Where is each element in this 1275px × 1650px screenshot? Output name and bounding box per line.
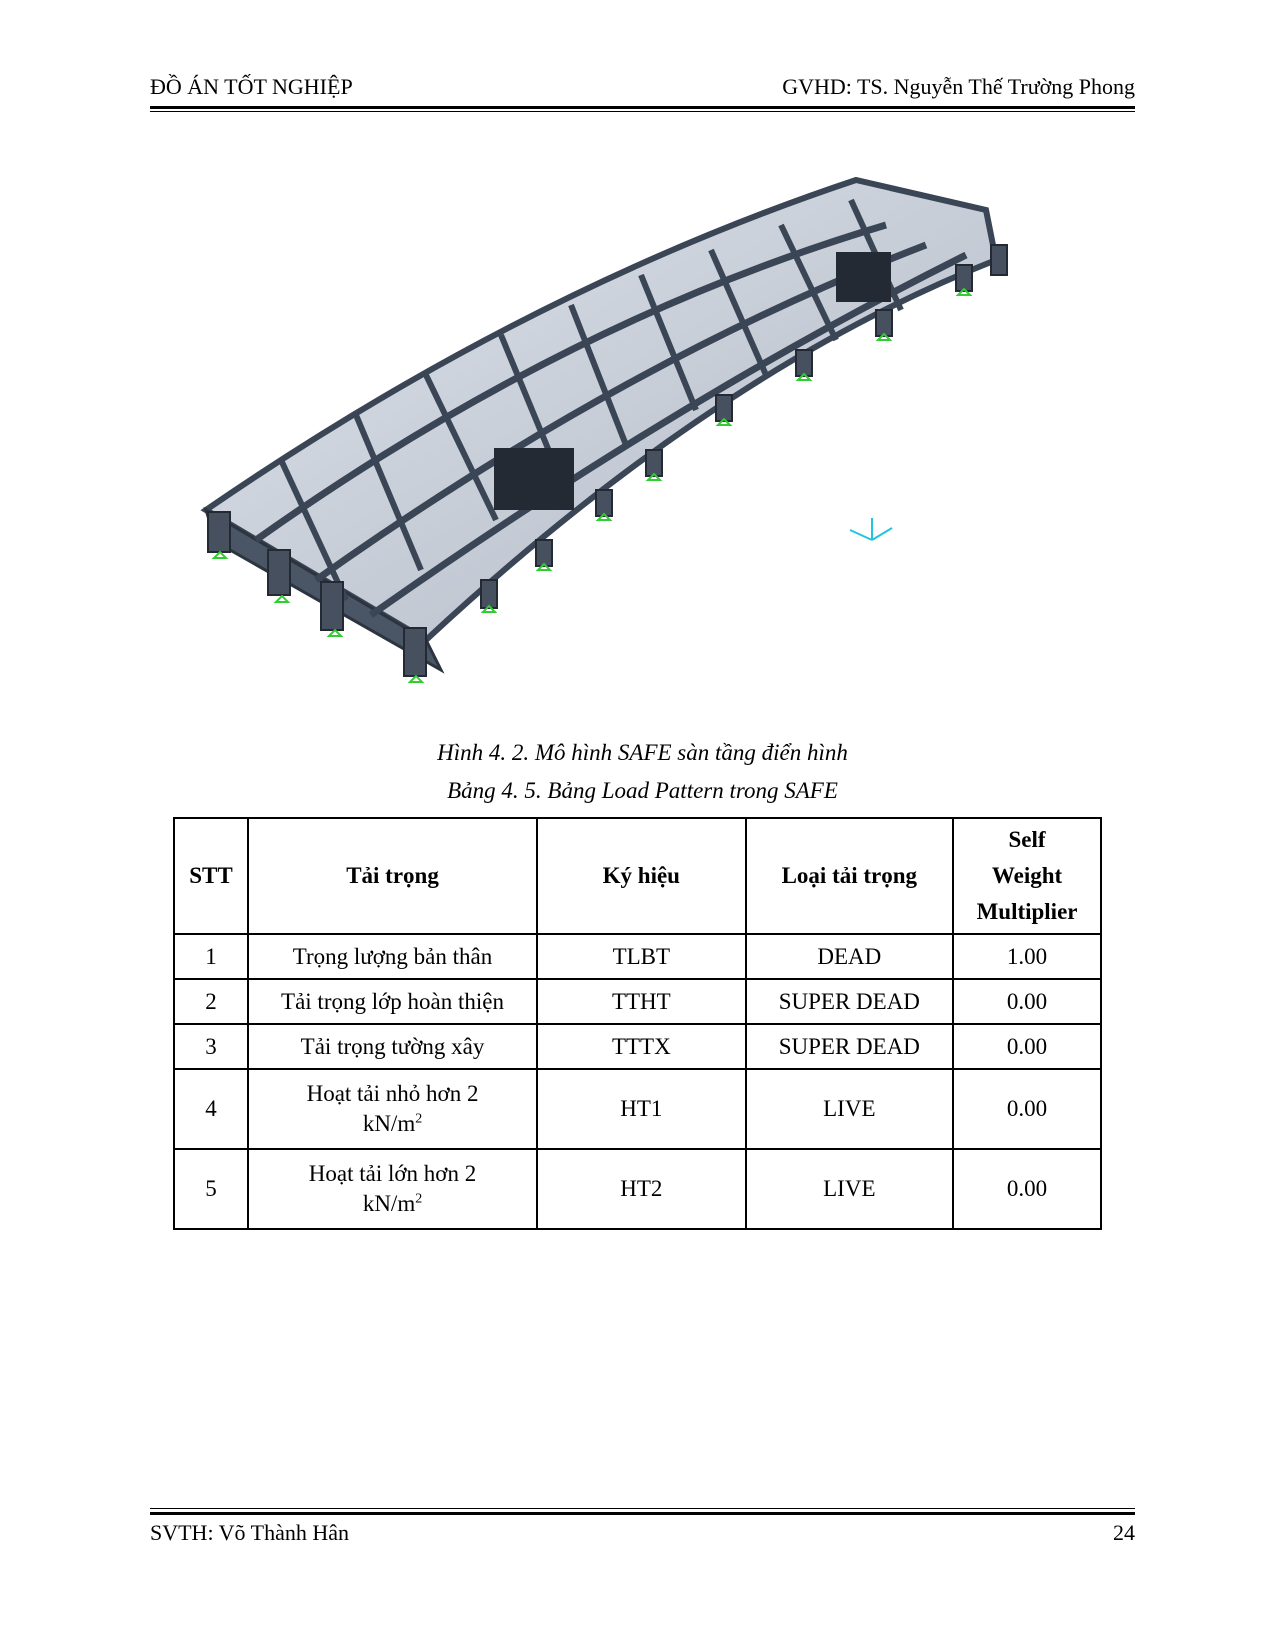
header-multiplier-line3: Multiplier: [976, 899, 1078, 924]
table-row: [174, 1024, 1101, 1069]
figure-caption: Hình 4. 2. Mô hình SAFE sàn tầng điển hình: [437, 740, 848, 765]
table-row: [174, 934, 1101, 979]
cell-load-line2: [257, 1109, 528, 1139]
cell-multiplier: 0.00: [953, 979, 1101, 1024]
cell-load-unit-exponent: 2: [415, 1111, 423, 1127]
cell-load: [248, 1149, 537, 1229]
cell-symbol: HT1: [537, 1069, 745, 1149]
header-multiplier-line2: Weight: [991, 863, 1063, 888]
cell-load-unit: kN/m: [362, 1191, 416, 1216]
cell-symbol: TLBT: [537, 934, 745, 979]
cell-multiplier: 1.00: [953, 934, 1101, 979]
cell-multiplier: 0.00: [953, 1069, 1101, 1149]
cell-symbol: TTHT: [537, 979, 745, 1024]
load-pattern-table: [173, 817, 1102, 1230]
header-rule-thin: [150, 111, 1135, 112]
header-rule-thick: [150, 106, 1135, 109]
table-row: [174, 979, 1101, 1024]
footer-student: SVTH: Võ Thành Hân: [150, 1520, 350, 1545]
header-stt: STT: [174, 818, 248, 934]
cell-stt: 2: [174, 979, 248, 1024]
footer-rule-thin: [150, 1508, 1135, 1509]
header-multiplier: [953, 818, 1101, 934]
header-symbol: Ký hiệu: [537, 818, 745, 934]
safe-model-illustration: [196, 170, 1076, 722]
page-header: [150, 74, 1135, 108]
table-row: [174, 1149, 1101, 1229]
page-footer: [150, 1508, 1135, 1548]
table-row: [174, 1069, 1101, 1149]
cell-load-line1: Hoạt tải nhỏ hơn 2: [306, 1081, 479, 1106]
cell-load-unit-exponent: 2: [415, 1191, 423, 1207]
cell-load: Tải trọng lớp hoàn thiện: [248, 979, 537, 1024]
cell-stt: 3: [174, 1024, 248, 1069]
cell-symbol: HT2: [537, 1149, 745, 1229]
table-caption: Bảng 4. 5. Bảng Load Pattern trong SAFE: [447, 778, 838, 803]
cell-type: SUPER DEAD: [746, 1024, 954, 1069]
cell-type: LIVE: [746, 1069, 954, 1149]
cell-load-unit: kN/m: [362, 1111, 416, 1136]
cell-load: [248, 1069, 537, 1149]
header-advisor: GVHD: TS. Nguyễn Thế Trường Phong: [782, 74, 1135, 99]
header-load: Tải trọng: [248, 818, 537, 934]
cell-load: Trọng lượng bản thân: [248, 934, 537, 979]
footer-rule-thick: [150, 1512, 1135, 1515]
cell-stt: 5: [174, 1149, 248, 1229]
cell-multiplier: 0.00: [953, 1149, 1101, 1229]
page-number: 24: [1113, 1520, 1135, 1545]
cell-type: SUPER DEAD: [746, 979, 954, 1024]
core-wall-2: [836, 252, 891, 302]
axis-triad-icon: [850, 518, 892, 540]
cell-symbol: TTTX: [537, 1024, 745, 1069]
header-project-title: ĐỒ ÁN TỐT NGHIỆP: [150, 74, 353, 99]
header-multiplier-line1: Self: [1008, 827, 1046, 852]
table-header-row: [174, 818, 1101, 934]
header-type: Loại tải trọng: [746, 818, 954, 934]
safe-model-figure: [196, 170, 1076, 722]
cell-type: LIVE: [746, 1149, 954, 1229]
cell-type: DEAD: [746, 934, 954, 979]
cell-multiplier: 0.00: [953, 1024, 1101, 1069]
cell-stt: 1: [174, 934, 248, 979]
cell-stt: 4: [174, 1069, 248, 1149]
cell-load: Tải trọng tường xây: [248, 1024, 537, 1069]
cell-load-line2: [257, 1189, 528, 1219]
core-wall-1: [494, 448, 574, 510]
cell-load-line1: Hoạt tải lớn hơn 2: [308, 1161, 477, 1186]
